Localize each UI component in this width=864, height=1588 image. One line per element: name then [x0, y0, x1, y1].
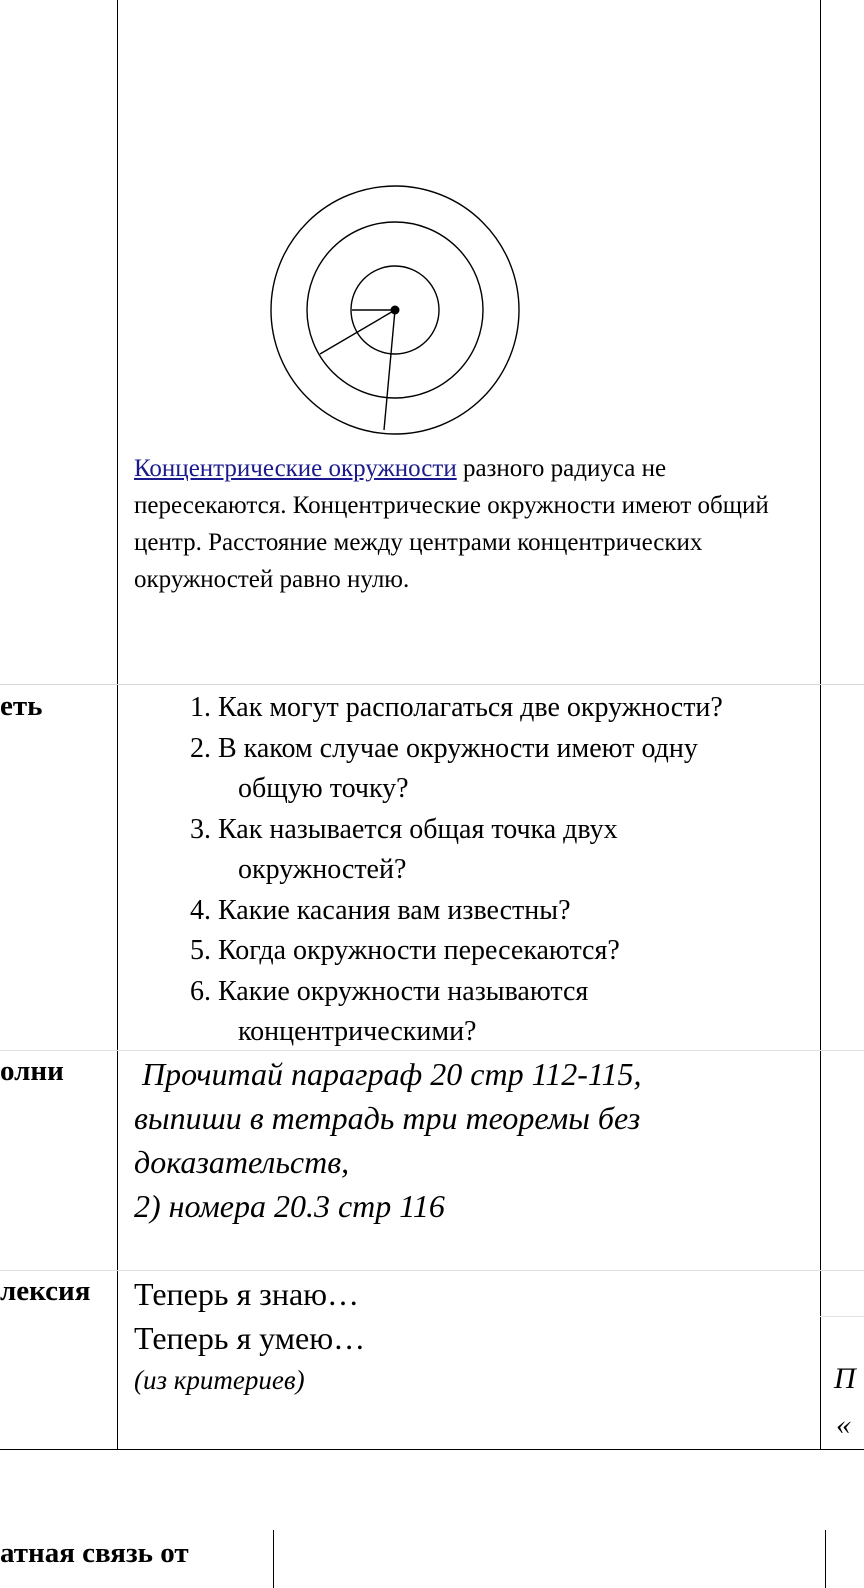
- right-fragment-1: П: [834, 1362, 856, 1395]
- homework-text: [134, 1052, 814, 1228]
- center-point: [391, 306, 400, 315]
- table-border-left: [117, 0, 118, 1450]
- reflection-text: [134, 1272, 814, 1400]
- table-border-bottom: [0, 1449, 864, 1450]
- bottom-table-border-right: [825, 1530, 826, 1588]
- bottom-table-border-left: [273, 1530, 274, 1588]
- homework-line: Прочитай параграф 20 стр 112-115,: [134, 1056, 642, 1092]
- homework-line: выпиши в тетрадь три теоремы без: [134, 1100, 641, 1136]
- homework-line: доказательств,: [134, 1144, 350, 1180]
- reflection-note: (из критериев): [134, 1365, 305, 1395]
- question-item: 1. Как могут располагаться две окружности?: [218, 688, 864, 729]
- reflection-line: Теперь я умею…: [134, 1320, 366, 1356]
- left-label-reflection: лексия: [0, 1275, 91, 1307]
- middle-radius: [320, 310, 395, 354]
- left-label-homework: олни: [0, 1055, 64, 1087]
- question-item: 4. Какие касания вам известны?: [218, 891, 864, 932]
- row-separator-4: [820, 1316, 864, 1317]
- row-separator-1: [0, 684, 864, 685]
- concentric-circles-link[interactable]: Концентрические окружности: [134, 455, 457, 482]
- outer-radius: [384, 310, 395, 430]
- reflection-line: Теперь я знаю…: [134, 1276, 360, 1312]
- question-item: 3. Как называется общая точка двух окружностей?: [218, 810, 864, 891]
- row-separator-3: [0, 1270, 864, 1271]
- questions-list: [150, 688, 864, 1053]
- question-item: 2. В каком случае окружности имеют одну общую точку?: [218, 729, 864, 810]
- homework-line: 2) номера 20.3 стр 116: [134, 1188, 445, 1224]
- left-label-bottom-table: атная связь от: [0, 1537, 189, 1569]
- description-text: разного радиуса не пересекаются. Концентрические окружности имеют общий центр. Расстояние между центрами концентрических окружностей равно нулю.: [134, 455, 769, 593]
- concentric-circles-figure: [262, 178, 532, 438]
- question-item: 5. Когда окружности пересекаются?: [218, 931, 864, 972]
- right-fragment-2: «: [836, 1408, 851, 1441]
- left-label-questions: еть: [0, 690, 43, 722]
- question-item: 6. Какие окружности называются концентрическими?: [218, 972, 864, 1053]
- figure-description: [134, 450, 814, 598]
